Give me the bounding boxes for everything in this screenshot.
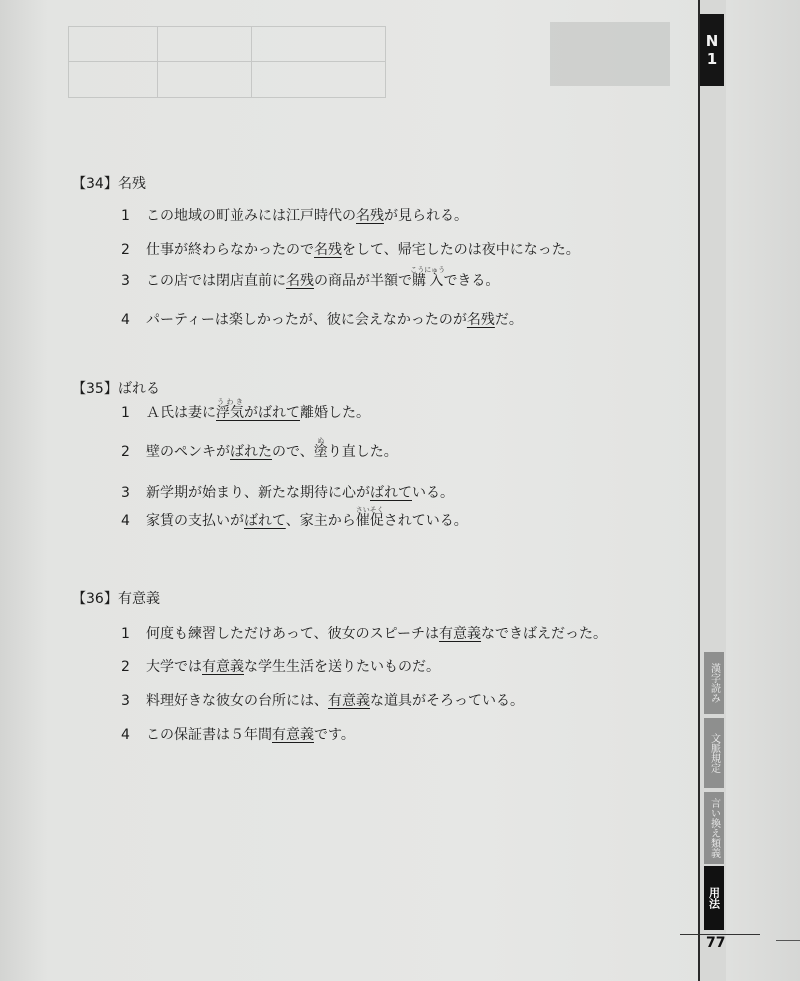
target-word: ばれて — [370, 485, 412, 501]
bleed-through-block — [550, 22, 670, 86]
bleed-through-table — [68, 26, 386, 98]
target-word: 名残 — [314, 242, 342, 258]
target-word: 有意義 — [328, 693, 370, 709]
tab-paraphrase[interactable]: 言い換え類義 — [704, 792, 724, 864]
tab-context[interactable]: 文脈規定 — [704, 718, 724, 788]
q36-option-1[interactable]: 1 何度も練習しただけあって、彼女のスピーチは有意義なできばえだった。 — [121, 626, 608, 642]
page-number: 77 — [706, 935, 726, 951]
target-word: 名残 — [466, 312, 495, 328]
question-35-header — [72, 378, 160, 398]
target-word: 名残 — [356, 208, 384, 224]
q35-option-4[interactable]: 4 家賃の支払いがばれて、家主から催促さいそくされている。 — [121, 506, 468, 529]
question-number: 【34】 — [72, 176, 118, 192]
target-word: ばれた — [230, 444, 272, 460]
target-word: 有意義 — [272, 727, 314, 743]
q36-option-2[interactable]: 2 大学では有意義な学生生活を送りたいものだ。 — [121, 659, 440, 675]
q35-option-3[interactable]: 3 新学期が始まり、新たな期待に心がばれている。 — [121, 485, 454, 501]
q35-option-2[interactable]: 2 壁のペンキがばれたので、塗ぬり直した。 — [121, 437, 398, 460]
target-word: 有意義 — [202, 659, 244, 675]
question-number: 【35】 — [72, 381, 118, 397]
level-badge: N 1 — [700, 14, 724, 86]
question-number: 【36】 — [72, 591, 118, 607]
q34-option-1[interactable]: 1 この地域の町並みには江戸時代の名残が見られる。 — [121, 208, 468, 224]
q36-option-4[interactable]: 4 この保証書は５年間有意義です。 — [121, 727, 355, 743]
question-word: 名残 — [118, 176, 146, 192]
target-word: 有意義 — [439, 626, 482, 642]
q34-option-3[interactable]: 3 この店では閉店直前に名残の商品が半額で購入こうにゅうできる。 — [121, 266, 500, 289]
target-word: ばれて — [244, 513, 286, 529]
q35-option-1[interactable]: 1 Ａ氏は妻に浮気うわきがばれて離婚した。 — [121, 398, 370, 421]
tab-kanji-reading[interactable]: 漢字読み — [704, 652, 724, 714]
q34-option-2[interactable]: 2 仕事が終わらなかったので名残をして、帰宅したのは夜中になった。 — [121, 242, 580, 258]
side-rule — [698, 0, 700, 981]
page-number-rule — [776, 940, 800, 941]
q36-option-3[interactable]: 3 料理好きな彼女の台所には、有意義な道具がそろっている。 — [121, 693, 524, 709]
q34-option-4[interactable]: 4 パーティーは楽しかったが、彼に会えなかったのが名残だ。 — [121, 312, 523, 328]
question-34-header — [72, 173, 146, 193]
target-word: 浮気うわきがばれて — [216, 398, 300, 421]
tab-usage[interactable]: 用法 — [704, 866, 724, 930]
question-36-header — [72, 588, 160, 608]
target-word: 名残 — [286, 273, 314, 289]
question-word: 有意義 — [118, 591, 160, 607]
question-word: ばれる — [118, 381, 160, 397]
